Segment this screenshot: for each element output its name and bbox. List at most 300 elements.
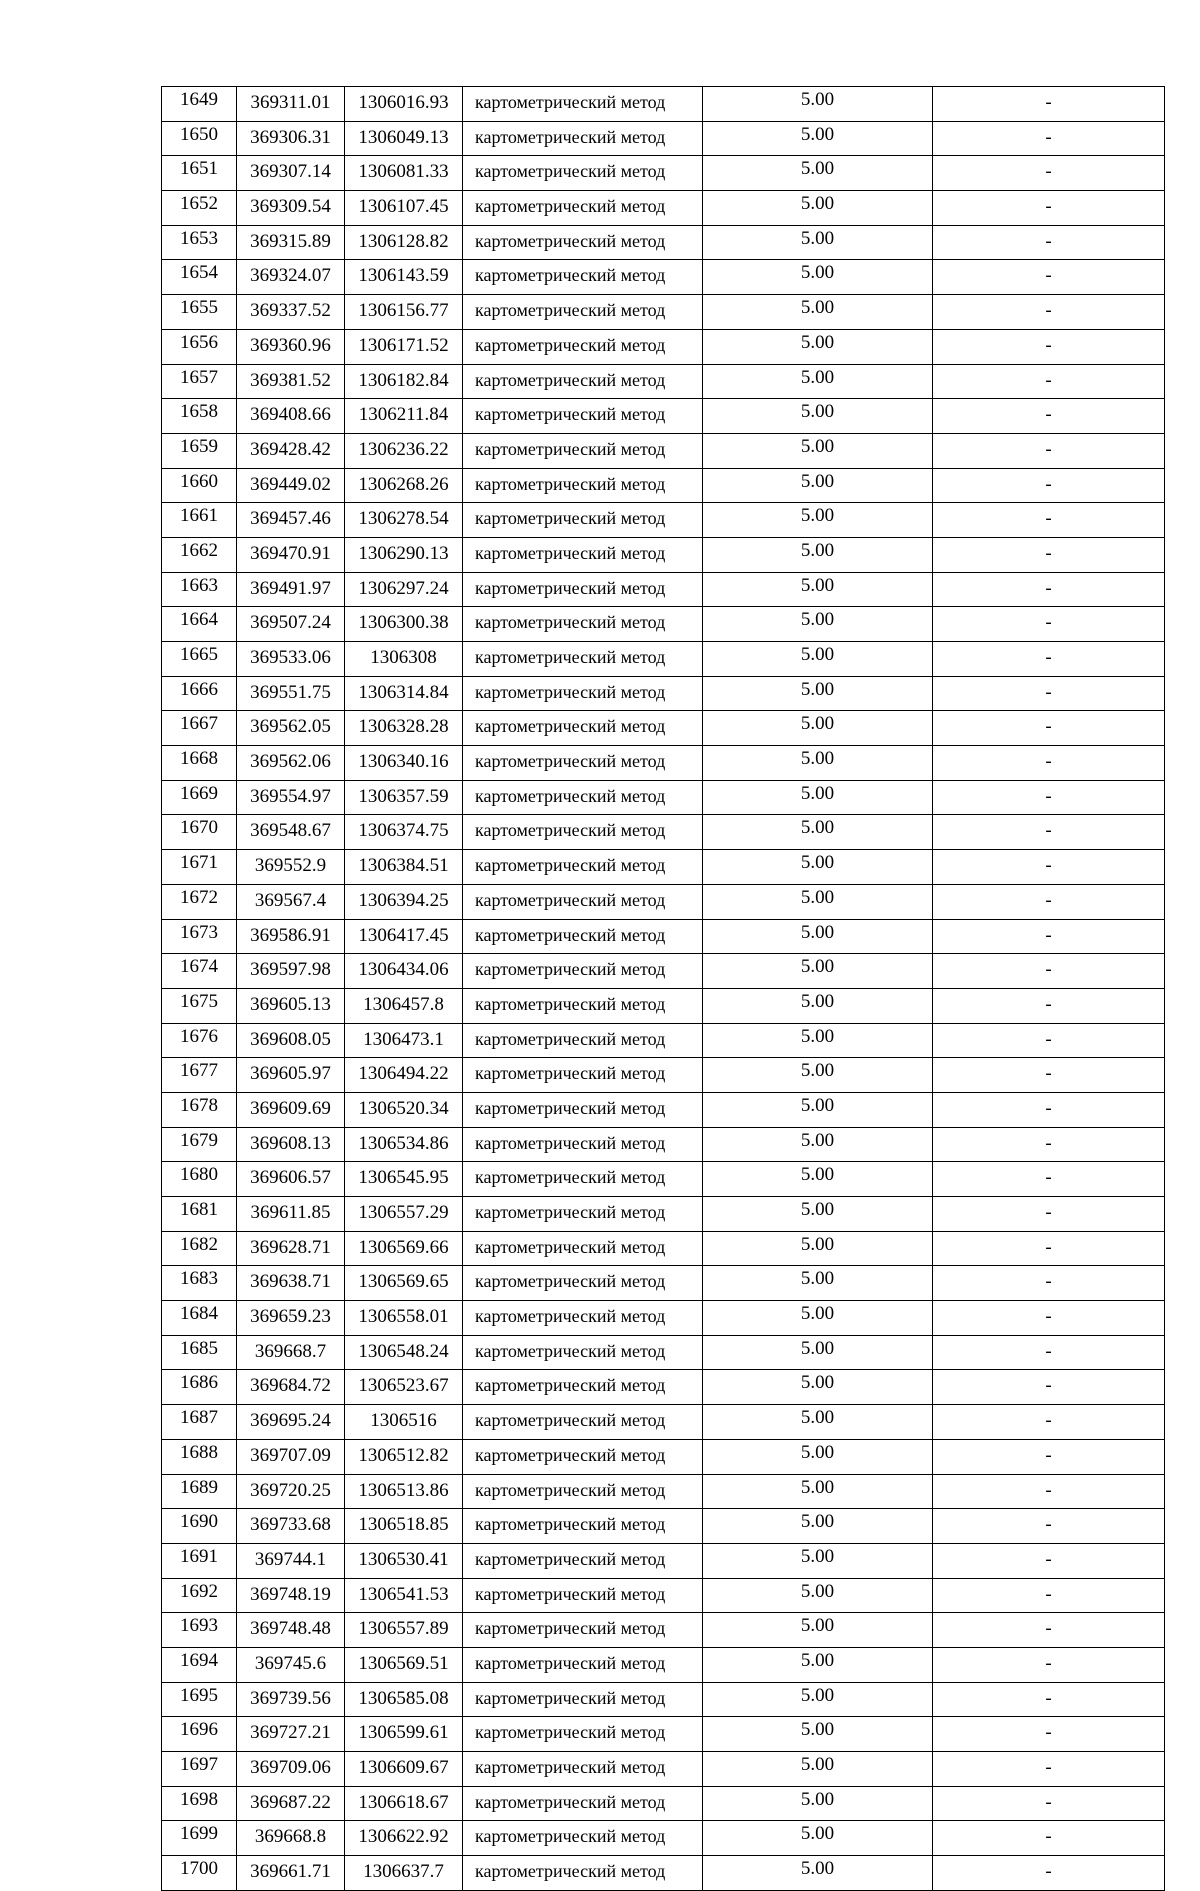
method-cell: картометрический метод (463, 1301, 703, 1336)
point-number-cell: 1677 (162, 1058, 237, 1093)
table-row (162, 1509, 1165, 1544)
method-cell: картометрический метод (463, 954, 703, 989)
method-cell: картометрический метод (463, 295, 703, 330)
accuracy-cell: 5.00 (703, 1821, 933, 1856)
description-cell: - (933, 607, 1165, 642)
method-cell: картометрический метод (463, 1023, 703, 1058)
point-number-cell: 1662 (162, 537, 237, 572)
y-coordinate-cell: 1306618.67 (345, 1786, 463, 1821)
x-coordinate-cell: 369739.56 (237, 1682, 345, 1717)
x-coordinate-cell: 369605.13 (237, 988, 345, 1023)
y-coordinate-cell: 1306637.7 (345, 1856, 463, 1891)
description-cell: - (933, 1578, 1165, 1613)
y-coordinate-cell: 1306523.67 (345, 1370, 463, 1405)
x-coordinate-cell: 369668.7 (237, 1335, 345, 1370)
method-cell: картометрический метод (463, 537, 703, 572)
table-row (162, 1717, 1165, 1752)
accuracy-cell: 5.00 (703, 607, 933, 642)
method-cell: картометрический метод (463, 1127, 703, 1162)
y-coordinate-cell: 1306211.84 (345, 399, 463, 434)
y-coordinate-cell: 1306569.65 (345, 1266, 463, 1301)
table-row (162, 537, 1165, 572)
y-coordinate-cell: 1306520.34 (345, 1092, 463, 1127)
point-number-cell: 1670 (162, 815, 237, 850)
description-cell: - (933, 433, 1165, 468)
accuracy-cell: 5.00 (703, 1266, 933, 1301)
x-coordinate-cell: 369337.52 (237, 295, 345, 330)
x-coordinate-cell: 369611.85 (237, 1197, 345, 1232)
table-row (162, 1821, 1165, 1856)
x-coordinate-cell: 369638.71 (237, 1266, 345, 1301)
method-cell: картометрический метод (463, 1439, 703, 1474)
x-coordinate-cell: 369745.6 (237, 1647, 345, 1682)
table-row (162, 1682, 1165, 1717)
y-coordinate-cell: 1306541.53 (345, 1578, 463, 1613)
x-coordinate-cell: 369562.06 (237, 746, 345, 781)
accuracy-cell: 5.00 (703, 1543, 933, 1578)
x-coordinate-cell: 369491.97 (237, 572, 345, 607)
description-cell: - (933, 1023, 1165, 1058)
accuracy-cell: 5.00 (703, 919, 933, 954)
y-coordinate-cell: 1306548.24 (345, 1335, 463, 1370)
description-cell: - (933, 1335, 1165, 1370)
description-cell: - (933, 1127, 1165, 1162)
accuracy-cell: 5.00 (703, 329, 933, 364)
table-row (162, 815, 1165, 850)
x-coordinate-cell: 369548.67 (237, 815, 345, 850)
x-coordinate-cell: 369307.14 (237, 156, 345, 191)
y-coordinate-cell: 1306314.84 (345, 676, 463, 711)
x-coordinate-cell: 369687.22 (237, 1786, 345, 1821)
description-cell: - (933, 1301, 1165, 1336)
accuracy-cell: 5.00 (703, 433, 933, 468)
accuracy-cell: 5.00 (703, 746, 933, 781)
description-cell: - (933, 1474, 1165, 1509)
y-coordinate-cell: 1306107.45 (345, 191, 463, 226)
point-number-cell: 1674 (162, 954, 237, 989)
x-coordinate-cell: 369659.23 (237, 1301, 345, 1336)
description-cell: - (933, 295, 1165, 330)
accuracy-cell: 5.00 (703, 1509, 933, 1544)
method-cell: картометрический метод (463, 1786, 703, 1821)
table-row (162, 329, 1165, 364)
method-cell: картометрический метод (463, 1509, 703, 1544)
x-coordinate-cell: 369567.4 (237, 884, 345, 919)
point-number-cell: 1661 (162, 503, 237, 538)
description-cell: - (933, 1197, 1165, 1232)
point-number-cell: 1683 (162, 1266, 237, 1301)
accuracy-cell: 5.00 (703, 954, 933, 989)
point-number-cell: 1658 (162, 399, 237, 434)
method-cell: картометрический метод (463, 884, 703, 919)
accuracy-cell: 5.00 (703, 850, 933, 885)
accuracy-cell: 5.00 (703, 156, 933, 191)
method-cell: картометрический метод (463, 1370, 703, 1405)
description-cell: - (933, 1821, 1165, 1856)
description-cell: - (933, 1439, 1165, 1474)
point-number-cell: 1673 (162, 919, 237, 954)
method-cell: картометрический метод (463, 1752, 703, 1787)
method-cell: картометрический метод (463, 1474, 703, 1509)
y-coordinate-cell: 1306434.06 (345, 954, 463, 989)
point-number-cell: 1666 (162, 676, 237, 711)
accuracy-cell: 5.00 (703, 295, 933, 330)
point-number-cell: 1679 (162, 1127, 237, 1162)
y-coordinate-cell: 1306516 (345, 1405, 463, 1440)
method-cell: картометрический метод (463, 225, 703, 260)
method-cell: картометрический метод (463, 815, 703, 850)
method-cell: картометрический метод (463, 607, 703, 642)
table-row (162, 954, 1165, 989)
table-row (162, 87, 1165, 122)
table-row (162, 295, 1165, 330)
y-coordinate-cell: 1306530.41 (345, 1543, 463, 1578)
y-coordinate-cell: 1306128.82 (345, 225, 463, 260)
y-coordinate-cell: 1306081.33 (345, 156, 463, 191)
accuracy-cell: 5.00 (703, 503, 933, 538)
point-number-cell: 1684 (162, 1301, 237, 1336)
y-coordinate-cell: 1306171.52 (345, 329, 463, 364)
table-row (162, 1856, 1165, 1891)
x-coordinate-cell: 369727.21 (237, 1717, 345, 1752)
x-coordinate-cell: 369428.42 (237, 433, 345, 468)
description-cell: - (933, 1613, 1165, 1648)
y-coordinate-cell: 1306609.67 (345, 1752, 463, 1787)
accuracy-cell: 5.00 (703, 191, 933, 226)
table-row (162, 1162, 1165, 1197)
table-row (162, 121, 1165, 156)
table-row (162, 1786, 1165, 1821)
accuracy-cell: 5.00 (703, 1786, 933, 1821)
x-coordinate-cell: 369720.25 (237, 1474, 345, 1509)
method-cell: картометрический метод (463, 988, 703, 1023)
table-row (162, 1058, 1165, 1093)
point-number-cell: 1656 (162, 329, 237, 364)
y-coordinate-cell: 1306518.85 (345, 1509, 463, 1544)
x-coordinate-cell: 369608.13 (237, 1127, 345, 1162)
description-cell: - (933, 1717, 1165, 1752)
x-coordinate-cell: 369552.9 (237, 850, 345, 885)
y-coordinate-cell: 1306182.84 (345, 364, 463, 399)
x-coordinate-cell: 369668.8 (237, 1821, 345, 1856)
x-coordinate-cell: 369562.05 (237, 711, 345, 746)
description-cell: - (933, 503, 1165, 538)
y-coordinate-cell: 1306290.13 (345, 537, 463, 572)
point-number-cell: 1686 (162, 1370, 237, 1405)
table-row (162, 1301, 1165, 1336)
description-cell: - (933, 572, 1165, 607)
method-cell: картометрический метод (463, 191, 703, 226)
accuracy-cell: 5.00 (703, 572, 933, 607)
point-number-cell: 1652 (162, 191, 237, 226)
table-row (162, 572, 1165, 607)
accuracy-cell: 5.00 (703, 988, 933, 1023)
method-cell: картометрический метод (463, 572, 703, 607)
point-number-cell: 1682 (162, 1231, 237, 1266)
accuracy-cell: 5.00 (703, 1231, 933, 1266)
y-coordinate-cell: 1306599.61 (345, 1717, 463, 1752)
table-row (162, 1197, 1165, 1232)
table-row (162, 364, 1165, 399)
description-cell: - (933, 1162, 1165, 1197)
description-cell: - (933, 815, 1165, 850)
method-cell: картометрический метод (463, 364, 703, 399)
description-cell: - (933, 1543, 1165, 1578)
y-coordinate-cell: 1306394.25 (345, 884, 463, 919)
description-cell: - (933, 156, 1165, 191)
y-coordinate-cell: 1306457.8 (345, 988, 463, 1023)
method-cell: картометрический метод (463, 1231, 703, 1266)
method-cell: картометрический метод (463, 468, 703, 503)
x-coordinate-cell: 369709.06 (237, 1752, 345, 1787)
x-coordinate-cell: 369309.54 (237, 191, 345, 226)
method-cell: картометрический метод (463, 850, 703, 885)
accuracy-cell: 5.00 (703, 1092, 933, 1127)
table-row (162, 1613, 1165, 1648)
x-coordinate-cell: 369744.1 (237, 1543, 345, 1578)
method-cell: картометрический метод (463, 1162, 703, 1197)
point-number-cell: 1697 (162, 1752, 237, 1787)
point-number-cell: 1650 (162, 121, 237, 156)
description-cell: - (933, 329, 1165, 364)
point-number-cell: 1659 (162, 433, 237, 468)
x-coordinate-cell: 369306.31 (237, 121, 345, 156)
y-coordinate-cell: 1306534.86 (345, 1127, 463, 1162)
y-coordinate-cell: 1306473.1 (345, 1023, 463, 1058)
accuracy-cell: 5.00 (703, 1717, 933, 1752)
y-coordinate-cell: 1306512.82 (345, 1439, 463, 1474)
method-cell: картометрический метод (463, 780, 703, 815)
method-cell: картометрический метод (463, 746, 703, 781)
x-coordinate-cell: 369360.96 (237, 329, 345, 364)
table-row (162, 399, 1165, 434)
table-row (162, 1266, 1165, 1301)
description-cell: - (933, 1856, 1165, 1891)
description-cell: - (933, 225, 1165, 260)
point-number-cell: 1681 (162, 1197, 237, 1232)
accuracy-cell: 5.00 (703, 1197, 933, 1232)
y-coordinate-cell: 1306156.77 (345, 295, 463, 330)
y-coordinate-cell: 1306557.89 (345, 1613, 463, 1648)
point-number-cell: 1663 (162, 572, 237, 607)
accuracy-cell: 5.00 (703, 1023, 933, 1058)
method-cell: картометрический метод (463, 1578, 703, 1613)
y-coordinate-cell: 1306340.16 (345, 746, 463, 781)
y-coordinate-cell: 1306494.22 (345, 1058, 463, 1093)
y-coordinate-cell: 1306357.59 (345, 780, 463, 815)
description-cell: - (933, 1682, 1165, 1717)
x-coordinate-cell: 369609.69 (237, 1092, 345, 1127)
y-coordinate-cell: 1306300.38 (345, 607, 463, 642)
accuracy-cell: 5.00 (703, 1301, 933, 1336)
method-cell: картометрический метод (463, 919, 703, 954)
table-row (162, 191, 1165, 226)
point-number-cell: 1672 (162, 884, 237, 919)
method-cell: картометрический метод (463, 676, 703, 711)
point-number-cell: 1669 (162, 780, 237, 815)
y-coordinate-cell: 1306513.86 (345, 1474, 463, 1509)
point-number-cell: 1687 (162, 1405, 237, 1440)
point-number-cell: 1695 (162, 1682, 237, 1717)
method-cell: картометрический метод (463, 642, 703, 677)
table-row (162, 468, 1165, 503)
accuracy-cell: 5.00 (703, 399, 933, 434)
point-number-cell: 1694 (162, 1647, 237, 1682)
table-row (162, 988, 1165, 1023)
x-coordinate-cell: 369315.89 (237, 225, 345, 260)
accuracy-cell: 5.00 (703, 1682, 933, 1717)
description-cell: - (933, 850, 1165, 885)
accuracy-cell: 5.00 (703, 884, 933, 919)
point-number-cell: 1667 (162, 711, 237, 746)
method-cell: картометрический метод (463, 1266, 703, 1301)
description-cell: - (933, 746, 1165, 781)
x-coordinate-cell: 369597.98 (237, 954, 345, 989)
method-cell: картометрический метод (463, 1197, 703, 1232)
method-cell: картометрический метод (463, 433, 703, 468)
y-coordinate-cell: 1306585.08 (345, 1682, 463, 1717)
accuracy-cell: 5.00 (703, 87, 933, 122)
point-number-cell: 1665 (162, 642, 237, 677)
y-coordinate-cell: 1306308 (345, 642, 463, 677)
method-cell: картометрический метод (463, 1647, 703, 1682)
accuracy-cell: 5.00 (703, 1578, 933, 1613)
table-row (162, 711, 1165, 746)
point-number-cell: 1655 (162, 295, 237, 330)
description-cell: - (933, 1752, 1165, 1787)
point-number-cell: 1649 (162, 87, 237, 122)
method-cell: картометрический метод (463, 1613, 703, 1648)
table-row (162, 225, 1165, 260)
description-cell: - (933, 919, 1165, 954)
point-number-cell: 1668 (162, 746, 237, 781)
coordinates-table-body (162, 87, 1165, 1891)
accuracy-cell: 5.00 (703, 711, 933, 746)
accuracy-cell: 5.00 (703, 468, 933, 503)
point-number-cell: 1680 (162, 1162, 237, 1197)
table-row (162, 919, 1165, 954)
description-cell: - (933, 1058, 1165, 1093)
method-cell: картометрический метод (463, 87, 703, 122)
x-coordinate-cell: 369551.75 (237, 676, 345, 711)
point-number-cell: 1675 (162, 988, 237, 1023)
x-coordinate-cell: 369311.01 (237, 87, 345, 122)
y-coordinate-cell: 1306374.75 (345, 815, 463, 850)
description-cell: - (933, 1786, 1165, 1821)
description-cell: - (933, 884, 1165, 919)
accuracy-cell: 5.00 (703, 537, 933, 572)
accuracy-cell: 5.00 (703, 260, 933, 295)
description-cell: - (933, 1647, 1165, 1682)
table-row (162, 1474, 1165, 1509)
description-cell: - (933, 87, 1165, 122)
table-row (162, 1127, 1165, 1162)
accuracy-cell: 5.00 (703, 1405, 933, 1440)
y-coordinate-cell: 1306569.66 (345, 1231, 463, 1266)
x-coordinate-cell: 369381.52 (237, 364, 345, 399)
table-row (162, 676, 1165, 711)
accuracy-cell: 5.00 (703, 1127, 933, 1162)
description-cell: - (933, 1231, 1165, 1266)
description-cell: - (933, 191, 1165, 226)
method-cell: картометрический метод (463, 121, 703, 156)
description-cell: - (933, 121, 1165, 156)
description-cell: - (933, 399, 1165, 434)
method-cell: картометрический метод (463, 1092, 703, 1127)
point-number-cell: 1696 (162, 1717, 237, 1752)
point-number-cell: 1699 (162, 1821, 237, 1856)
description-cell: - (933, 260, 1165, 295)
point-number-cell: 1700 (162, 1856, 237, 1891)
accuracy-cell: 5.00 (703, 1335, 933, 1370)
point-number-cell: 1676 (162, 1023, 237, 1058)
y-coordinate-cell: 1306545.95 (345, 1162, 463, 1197)
accuracy-cell: 5.00 (703, 1058, 933, 1093)
point-number-cell: 1691 (162, 1543, 237, 1578)
point-number-cell: 1690 (162, 1509, 237, 1544)
y-coordinate-cell: 1306268.26 (345, 468, 463, 503)
accuracy-cell: 5.00 (703, 1752, 933, 1787)
point-number-cell: 1664 (162, 607, 237, 642)
point-number-cell: 1651 (162, 156, 237, 191)
accuracy-cell: 5.00 (703, 1613, 933, 1648)
method-cell: картометрический метод (463, 1821, 703, 1856)
table-row (162, 1023, 1165, 1058)
accuracy-cell: 5.00 (703, 1856, 933, 1891)
coordinates-table (161, 86, 1165, 1891)
point-number-cell: 1660 (162, 468, 237, 503)
description-cell: - (933, 1266, 1165, 1301)
x-coordinate-cell: 369470.91 (237, 537, 345, 572)
y-coordinate-cell: 1306049.13 (345, 121, 463, 156)
accuracy-cell: 5.00 (703, 676, 933, 711)
x-coordinate-cell: 369605.97 (237, 1058, 345, 1093)
table-row (162, 1370, 1165, 1405)
y-coordinate-cell: 1306384.51 (345, 850, 463, 885)
method-cell: картометрический метод (463, 1682, 703, 1717)
method-cell: картометрический метод (463, 1543, 703, 1578)
table-row (162, 642, 1165, 677)
y-coordinate-cell: 1306016.93 (345, 87, 463, 122)
description-cell: - (933, 642, 1165, 677)
method-cell: картометрический метод (463, 1405, 703, 1440)
method-cell: картометрический метод (463, 1856, 703, 1891)
y-coordinate-cell: 1306278.54 (345, 503, 463, 538)
point-number-cell: 1693 (162, 1613, 237, 1648)
x-coordinate-cell: 369684.72 (237, 1370, 345, 1405)
method-cell: картометрический метод (463, 1058, 703, 1093)
table-row (162, 607, 1165, 642)
method-cell: картометрический метод (463, 1717, 703, 1752)
x-coordinate-cell: 369408.66 (237, 399, 345, 434)
accuracy-cell: 5.00 (703, 1647, 933, 1682)
table-row (162, 1752, 1165, 1787)
accuracy-cell: 5.00 (703, 642, 933, 677)
x-coordinate-cell: 369554.97 (237, 780, 345, 815)
description-cell: - (933, 1370, 1165, 1405)
description-cell: - (933, 711, 1165, 746)
x-coordinate-cell: 369707.09 (237, 1439, 345, 1474)
x-coordinate-cell: 369608.05 (237, 1023, 345, 1058)
x-coordinate-cell: 369606.57 (237, 1162, 345, 1197)
table-row (162, 780, 1165, 815)
y-coordinate-cell: 1306236.22 (345, 433, 463, 468)
method-cell: картометрический метод (463, 711, 703, 746)
description-cell: - (933, 537, 1165, 572)
x-coordinate-cell: 369628.71 (237, 1231, 345, 1266)
accuracy-cell: 5.00 (703, 1162, 933, 1197)
point-number-cell: 1671 (162, 850, 237, 885)
